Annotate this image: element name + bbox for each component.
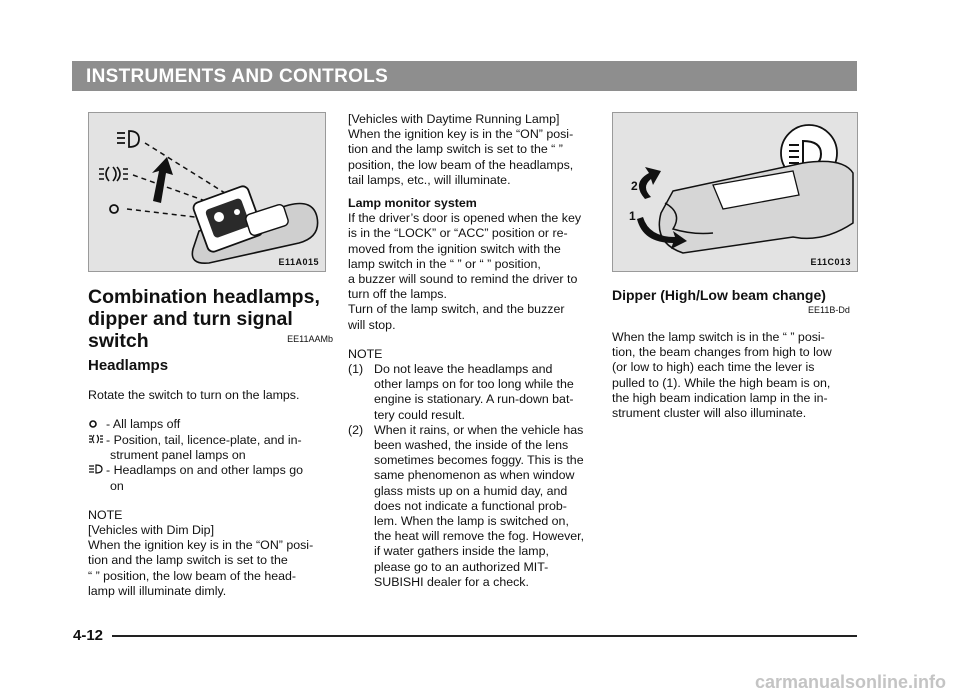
section-header-title: INSTRUMENTS AND CONTROLS xyxy=(86,66,389,87)
headlamps-intro: Rotate the switch to turn on the lamps. xyxy=(88,388,300,403)
position-lamp-symbol-icon xyxy=(99,167,128,181)
page-number: 4-12 xyxy=(73,627,104,644)
combination-switch-figure xyxy=(88,112,326,272)
switch-positions-list xyxy=(88,417,333,493)
figure-code: E11A015 xyxy=(278,257,319,267)
headlamp-symbol-icon xyxy=(88,463,106,478)
push-arrow-icon xyxy=(639,167,661,199)
lever-icon xyxy=(192,185,318,264)
headlamps-heading: Headlamps xyxy=(88,357,169,374)
watermark: carmanualsonline.info xyxy=(754,672,946,692)
section-title: Combination headlamps, dipper and turn signal switch EE11AAMb xyxy=(88,286,333,352)
figure-code: E11C013 xyxy=(810,257,851,267)
position-2-label: 2 xyxy=(631,179,638,193)
headlamp-symbol-icon xyxy=(117,131,139,147)
note-item: (2) When it rains, or when the vehicle has been washed, the inside of the lens sometimes becomes foggy. This is the same phenomenon as when window glass mists up on a humid day, and does not indicate a functional prob- lem. When the lamp is switched on, the heat will remove the fog. However, if water gathers inside the lamp, please go to an authorized MIT- SUBISHI dealer for a check. xyxy=(348,422,585,589)
headlamps-column: Headlamps Rotate the switch to turn on the lamps. - All lamps off - Position, tail, licence-plate, and in- strument panel lamps on - Headlamps on and other lamps go on NOTE [Vehicles with Dim Dip] When the ignition key is in the “ON” posi- tion and the lamp switch is set to the “ ” position, the low beam of the head- lamp will illuminate dimly. xyxy=(88,358,333,599)
off-symbol-icon xyxy=(88,418,106,433)
note-item: (1) Do not leave the headlamps and other lamps on for too long while the engine is stationary. A run-down bat- tery could result. xyxy=(348,362,574,422)
combination-switch-illustration xyxy=(89,113,325,271)
dipper-switch-figure xyxy=(612,112,858,272)
middle-column: [Vehicles with Daytime Running Lamp] When the ignition key is in the “ON” posi- tion and the lamp switch is set to the “ ” position, the low beam of the headlamps, tail lamps, etc., will illuminate. Lamp monitor system If the driver’s door is opened when the key is in the “LOCK” or “ACC” position or re- moved from the ignition switch with the lamp switch in the “ ” or “ ” position, a buzzer will sound to remind the driver to turn off the lamps. Turn of the lamp switch, and the buzzer will stop. NOTE (1) Do not leave the headlamps and other lamps on for too long while the engine is stationary. A run-down bat- tery could result. (2) When it rains, or when the vehicle has been washed, the inside of the lens sometimes becomes foggy. This is the same phenomenon as when window glass mists up on a humid day, and does not indicate a functional prob- lem. When the lamp is switched on, the heat will remove the fog. However, if water gathers inside the lamp, please go to an authorized MIT- SUBISHI dealer for a check. xyxy=(348,112,592,590)
position-lamp-symbol-icon xyxy=(88,433,106,448)
list-item: - All lamps off xyxy=(88,417,333,432)
dipper-switch-illustration xyxy=(613,113,857,271)
position-1-label: 1 xyxy=(629,209,636,223)
off-position-icon xyxy=(110,205,118,213)
dipper-code: EE11B-Dd xyxy=(808,305,850,315)
dipper-heading: Dipper (High/Low beam change) xyxy=(612,287,826,303)
dipper-column: When the lamp switch is in the “ ” posi- tion, the beam changes from high to low (or low to high) each time the lever is pulled to (1). While the high beam is on, the high beam indication lamp in the in- strument cluster will also illuminate. xyxy=(612,330,832,421)
footer-rule xyxy=(112,635,857,637)
section-code: EE11AAMb xyxy=(287,334,333,344)
note-label: NOTE xyxy=(348,346,383,361)
list-item: - Headlamps on and other lamps go on xyxy=(88,463,333,494)
lamp-monitor-heading: Lamp monitor system xyxy=(348,196,477,211)
note-label: NOTE xyxy=(88,507,123,522)
list-item: - Position, tail, licence-plate, and in- strument panel lamps on xyxy=(88,433,333,464)
section-header-bar xyxy=(72,61,857,91)
rotate-arrow-icon xyxy=(152,157,173,203)
